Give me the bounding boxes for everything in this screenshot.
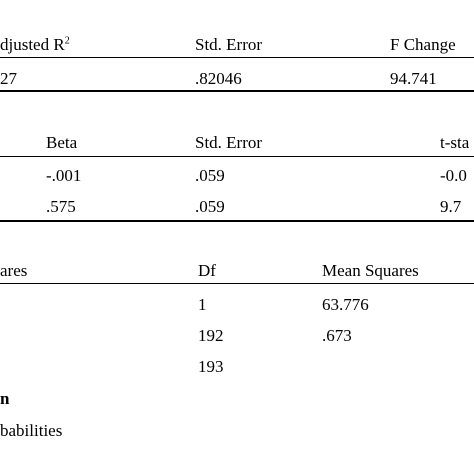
coefficients-bottom-rule bbox=[0, 220, 474, 222]
header-adjusted-r2: djusted $R^2$ bbox=[0, 35, 70, 54]
header-df: Df bbox=[198, 261, 216, 280]
header-beta: Beta bbox=[46, 133, 78, 152]
coef-row-2-t: 9.7 bbox=[440, 197, 462, 216]
anova-row-3-df: 193 bbox=[198, 357, 224, 376]
header-mean-squares: Mean Squares bbox=[322, 261, 419, 280]
anova-row-2-df: 192 bbox=[198, 326, 224, 345]
header-f-change: F Change bbox=[390, 35, 456, 54]
anova-row-1-mean-squares: 63.776 bbox=[322, 295, 369, 314]
cell-adjusted-r2: 27 bbox=[0, 69, 17, 88]
coef-row-1-beta: -.001 bbox=[46, 166, 82, 185]
anova-header-rule bbox=[0, 283, 474, 284]
anova-row-1-df: 1 bbox=[198, 295, 207, 314]
header-squares: ares bbox=[0, 261, 28, 280]
summary-header-rule bbox=[0, 57, 474, 58]
anova-row-2-mean-squares: .673 bbox=[322, 326, 352, 345]
cell-f-change: 94.741 bbox=[390, 69, 437, 88]
footnote-line-1: n bbox=[0, 389, 10, 408]
header-coef-std-error: Std. Error bbox=[195, 133, 263, 152]
coef-row-1-t: -0.0 bbox=[440, 166, 467, 185]
coefficients-header-rule bbox=[0, 156, 474, 157]
summary-bottom-rule bbox=[0, 90, 474, 92]
footnote-line-2: babilities bbox=[0, 421, 63, 440]
cell-std-error: .82046 bbox=[195, 69, 242, 88]
header-t-stat: t-sta bbox=[440, 133, 470, 152]
coef-row-2-std-error: .059 bbox=[195, 197, 225, 216]
coef-row-2-beta: .575 bbox=[46, 197, 76, 216]
header-std-error: Std. Error bbox=[195, 35, 263, 54]
coef-row-1-std-error: .059 bbox=[195, 166, 225, 185]
